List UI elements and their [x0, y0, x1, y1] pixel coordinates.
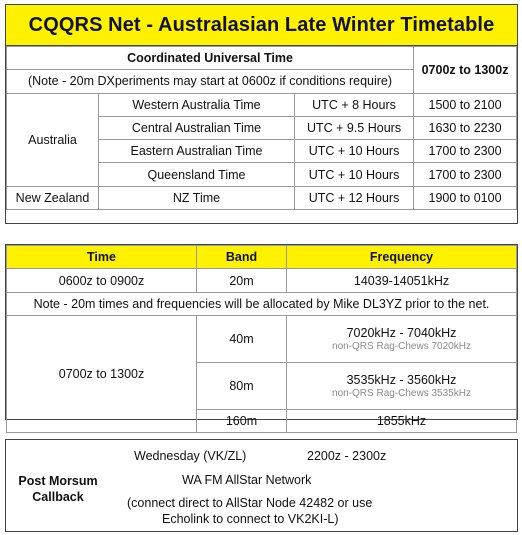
band-table [6, 245, 517, 433]
table-row [7, 293, 517, 316]
zone-offset: UTC + 10 Hours [295, 140, 414, 163]
zone-offset: UTC + 9.5 Hours [295, 116, 414, 139]
band-block [5, 244, 518, 428]
callback-label-line1: Post Morsum [18, 474, 98, 488]
zone-name: Eastern Australian Time [99, 140, 295, 163]
frequency-range: 1855kHz [287, 410, 517, 433]
frequency-cell [287, 316, 517, 363]
zone-local-time: 1700 to 2300 [414, 140, 517, 163]
band-80m: 80m [197, 363, 287, 410]
callback-connect-line2: Echolink to connect to VK2KI-L) [162, 512, 339, 526]
table-row [7, 269, 517, 293]
ragchew-note: non-QRS Rag-Chews 7020kHz [332, 341, 471, 352]
callback-day: Wednesday (VK/ZL) [134, 449, 247, 463]
early-band: 20m [197, 269, 287, 293]
callback-network: WA FM AllStar Network [182, 473, 312, 487]
zone-offset: UTC + 12 Hours [295, 186, 414, 209]
early-time: 0600z to 0900z [7, 269, 197, 293]
utc-header: Coordinated Universal Time [7, 47, 414, 70]
zone-offset: UTC + 8 Hours [295, 93, 414, 116]
timetable-block [5, 4, 518, 224]
timezone-table [6, 46, 517, 210]
frequency-range: 3535kHz - 3560kHz [346, 373, 457, 387]
timetable-title: CQQRS Net - Australasian Late Winter Timetable [6, 5, 517, 46]
main-time: 0700z to 1300z [7, 316, 197, 433]
callback-label [12, 473, 104, 505]
header-time: Time [7, 246, 197, 269]
allocation-note: Note - 20m times and frequencies will be allocated by Mike DL3YZ prior to the net. [7, 293, 517, 316]
callback-block [5, 439, 518, 532]
table-row [7, 316, 517, 363]
frequency-cell [287, 363, 517, 410]
early-frequency: 14039-14051kHz [287, 269, 517, 293]
region-new-zealand: New Zealand [7, 186, 99, 209]
zone-local-time: 1700 to 2300 [414, 163, 517, 186]
band-header-row [7, 246, 517, 269]
zone-name: Central Australian Time [99, 116, 295, 139]
zone-local-time: 1630 to 2230 [414, 116, 517, 139]
frequency-range: 7020kHz - 7040kHz [346, 326, 457, 340]
zone-name: Queensland Time [99, 163, 295, 186]
header-band: Band [197, 246, 287, 269]
zone-local-time: 1500 to 2100 [414, 93, 517, 116]
zone-name: NZ Time [99, 186, 295, 209]
region-australia: Australia [7, 93, 99, 186]
callback-connect-line1: (connect direct to AllStar Node 42482 or use [127, 496, 373, 510]
band-160m: 160m [197, 410, 287, 433]
callback-time: 2200z - 2300z [307, 449, 387, 463]
table-row [7, 93, 517, 116]
zone-offset: UTC + 10 Hours [295, 163, 414, 186]
dx-note: (Note - 20m DXperiments may start at 0600z if conditions require) [7, 70, 414, 93]
utc-range: 0700z to 1300z [414, 47, 517, 94]
band-40m: 40m [197, 316, 287, 363]
zone-local-time: 1900 to 0100 [414, 186, 517, 209]
zone-name: Western Australia Time [99, 93, 295, 116]
callback-label-line2: Callback [32, 490, 84, 504]
ragchew-note: non-QRS Rag-Chews 3535kHz [332, 388, 471, 399]
header-frequency: Frequency [287, 246, 517, 269]
table-row [7, 186, 517, 209]
